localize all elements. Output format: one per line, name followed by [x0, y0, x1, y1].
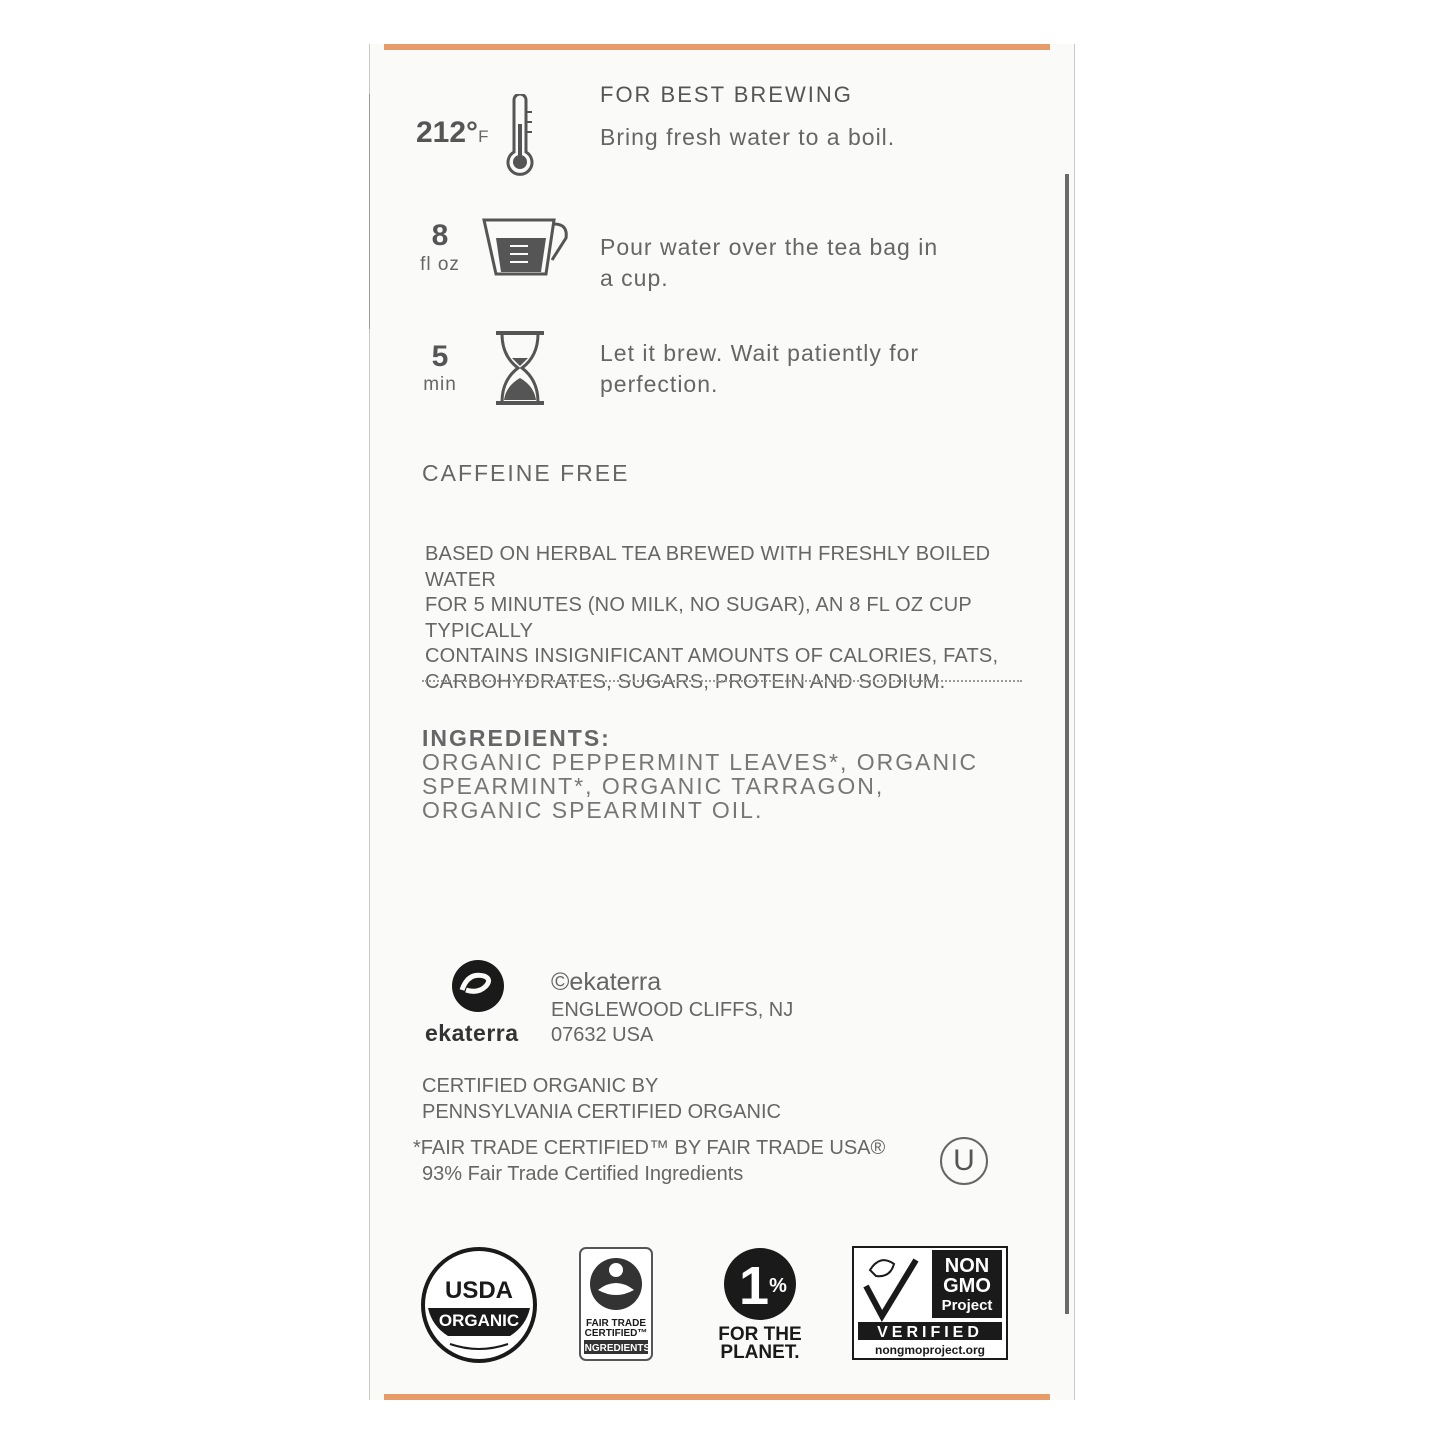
thermometer-icon — [502, 94, 538, 180]
fairtrade-badge-line-2: CERTIFIED™ — [584, 1328, 648, 1339]
temperature-value-group — [416, 116, 488, 150]
ekaterra-logo-word: ekaterra — [425, 1020, 519, 1046]
fairtrade-cert-line-1: *FAIR TRADE CERTIFIED™ BY FAIR TRADE USA® — [413, 1137, 886, 1159]
fair-trade-certified-badge — [578, 1246, 654, 1362]
nongmo-gmo: GMO — [943, 1275, 991, 1297]
usda-organic-badge — [420, 1246, 538, 1364]
fairtrade-badge-line-1: FAIR TRADE — [586, 1318, 646, 1329]
brewing-title: FOR BEST BREWING — [600, 82, 853, 107]
nutrition-line: BASED ON HERBAL TEA BREWED WITH FRESHLY BOILED WATER — [425, 543, 991, 591]
step-pour-text-2: a cup. — [600, 265, 669, 291]
nutrition-line: FOR 5 MINUTES (NO MILK, NO SUGAR), AN 8 FL OZ CUP TYPICALLY — [425, 594, 972, 642]
non-gmo-project-badge — [852, 1246, 1008, 1360]
ingredients-list — [422, 750, 1022, 822]
nongmo-url: nongmoproject.org — [875, 1343, 985, 1357]
hourglass-icon — [494, 330, 546, 406]
nutrition-line: CARBOHYDRATES, SUGARS, PROTEIN AND SODIUM. — [425, 670, 946, 693]
temperature-unit: F — [478, 127, 489, 146]
panel-left-edge-line — [369, 94, 370, 329]
ekaterra-logo-icon — [448, 956, 508, 1016]
nutrition-statement — [425, 542, 1045, 695]
usda-badge-band-text: ORGANIC — [438, 1311, 520, 1330]
temperature-value: 212° — [416, 116, 479, 149]
step-pour-text-1: Pour water over the tea bag in — [600, 234, 939, 260]
address-line-1: ENGLEWOOD CLIFFS, NJ — [551, 999, 794, 1021]
planet-line-1: FOR THE — [718, 1324, 802, 1345]
fairtrade-cert-line-2: 93% Fair Trade Certified Ingredients — [422, 1163, 744, 1185]
planet-line-2: PLANET. — [720, 1342, 800, 1362]
fairtrade-badge-band: INGREDIENTS — [581, 1343, 651, 1354]
nutrition-line: CONTAINS INSIGNIFICANT AMOUNTS OF CALORIES, FATS, — [425, 645, 999, 667]
measuring-cup-icon — [480, 214, 570, 280]
volume-unit: fl oz — [420, 254, 460, 275]
usda-badge-top-text: USDA — [444, 1277, 514, 1304]
nongmo-verified: VERIFIED — [877, 1324, 983, 1341]
step-boil-text: Bring fresh water to a boil. — [600, 124, 896, 150]
nongmo-project: Project — [941, 1297, 993, 1314]
time-unit: min — [423, 374, 457, 395]
organic-cert-line-2: PENNSYLVANIA CERTIFIED ORGANIC — [422, 1101, 781, 1123]
step-brew-text-2: perfection. — [600, 371, 719, 397]
one-percent-planet-badge — [710, 1246, 810, 1362]
ingredients-line: ORGANIC SPEARMINT OIL. — [422, 797, 764, 823]
kosher-u-symbol: U — [940, 1137, 988, 1185]
bottom-accent-stripe — [384, 1394, 1050, 1400]
ingredients-line: SPEARMINT*, ORGANIC TARRAGON, — [422, 773, 885, 799]
ingredients-title: INGREDIENTS: — [422, 725, 611, 751]
ingredients-line: ORGANIC PEPPERMINT LEAVES*, ORGANIC — [422, 749, 979, 775]
planet-percent: % — [769, 1275, 787, 1297]
organic-cert-line-1: CERTIFIED ORGANIC BY — [422, 1075, 659, 1097]
top-accent-stripe — [384, 44, 1050, 50]
nongmo-non: NON — [944, 1255, 990, 1277]
panel-edge-line — [1065, 174, 1069, 1314]
dotted-divider — [422, 680, 1022, 682]
address-line-2: 07632 USA — [551, 1024, 654, 1046]
tea-box-back-panel — [369, 44, 1075, 1400]
time-value: 5 — [431, 340, 449, 373]
planet-number: 1 — [738, 1256, 770, 1316]
caffeine-label: CAFFEINE FREE — [422, 460, 630, 486]
copyright-text: ©ekaterra — [551, 968, 662, 996]
volume-value: 8 — [431, 219, 449, 252]
step-brew-text-1: Let it brew. Wait patiently for — [600, 340, 920, 366]
